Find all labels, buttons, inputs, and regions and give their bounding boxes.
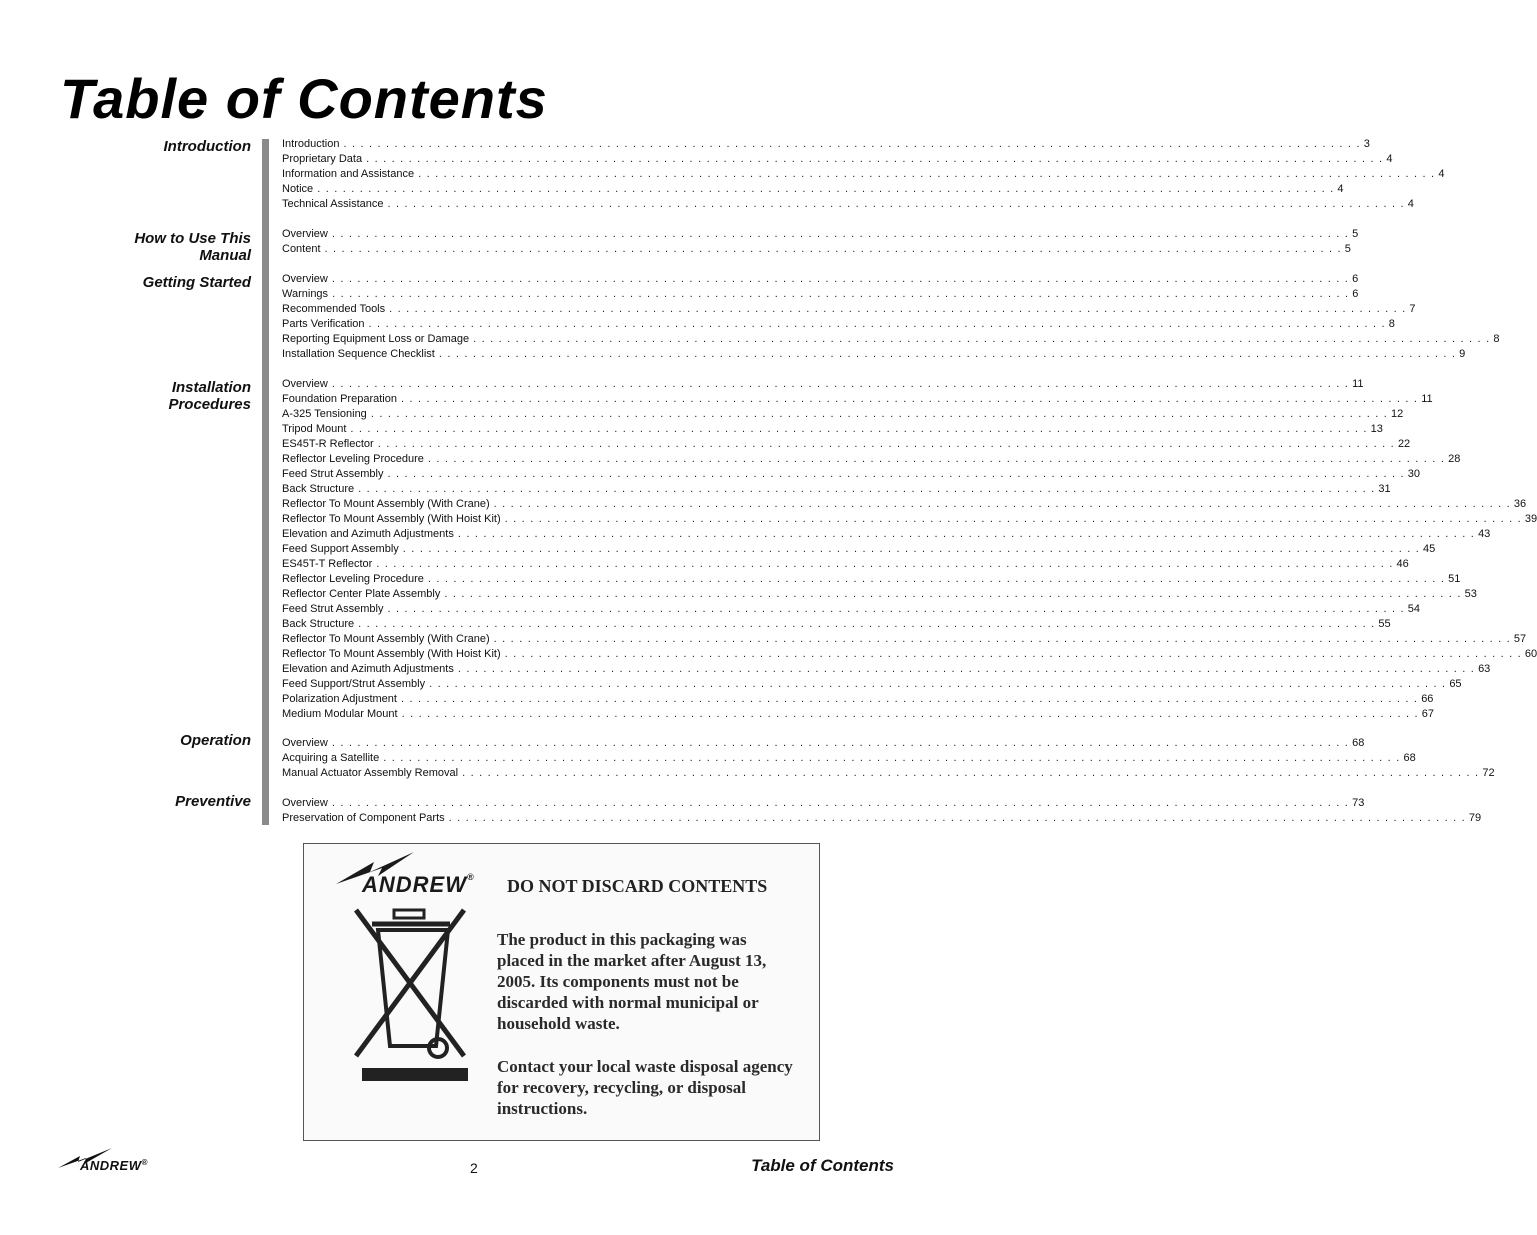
toc-group-installation [282, 377, 1537, 722]
toc-entry-page: 79 [1468, 812, 1482, 824]
notice-paragraph: The product in this packaging was placed in the market after August 13, 2005. Its components must not be discarded with normal municipal or household waste. [497, 930, 767, 1033]
vertical-rule [262, 139, 269, 825]
toc-entry [282, 137, 1370, 152]
toc-entry [282, 437, 1411, 452]
toc-entry-page: 8 [1388, 318, 1395, 330]
toc-leader-dots: . . . . . . . . . . . . . . . . . . . . . . . . . . . . . . . . . . . . . . . . . . . . . . . . . . . . . . . . . . . . . . . . . . . . . . . . . . . . . . . . . . . . . . . . . . . . . . . . . . . . . . . . . . . . . . . . . . . . . . . . [343, 138, 1361, 150]
toc-entry-page: 68 [1352, 737, 1365, 749]
toc-leader-dots: . . . . . . . . . . . . . . . . . . . . . . . . . . . . . . . . . . . . . . . . . . . . . . . . . . . . . . . . . . . . . . . . . . . . . . . . . . . . . . . . . . . . . . . . . . . . . . . . . . . . . . . . . . . . . . . . . . . . . . . . [493, 498, 1511, 510]
toc-entry-title: A-325 Tensioning [282, 408, 367, 420]
toc-leader-dots: . . . . . . . . . . . . . . . . . . . . . . . . . . . . . . . . . . . . . . . . . . . . . . . . . . . . . . . . . . . . . . . . . . . . . . . . . . . . . . . . . . . . . . . . . . . . . . . . . . . . . . . . . . . . . . . . . . . . . . . . [377, 438, 1395, 450]
toc-entry [282, 796, 1365, 811]
toc-entry [282, 242, 1351, 257]
toc-entry [282, 152, 1393, 167]
toc-leader-dots: . . . . . . . . . . . . . . . . . . . . . . . . . . . . . . . . . . . . . . . . . . . . . . . . . . . . . . . . . . . . . . . . . . . . . . . . . . . . . . . . . . . . . . . . . . . . . . . . . . . . . . . . . . . . . . . . . . . . . . . . [400, 393, 1419, 405]
toc-entry-page: 4 [1438, 168, 1445, 180]
toc-entry-title: Feed Support/Strut Assembly [282, 678, 426, 690]
toc-entry-page: 4 [1407, 198, 1414, 210]
toc-leader-dots: . . . . . . . . . . . . . . . . . . . . . . . . . . . . . . . . . . . . . . . . . . . . . . . . . . . . . . . . . . . . . . . . . . . . . . . . . . . . . . . . . . . . . . . . . . . . . . . . . . . . . . . . . . . . . . . . . . . . . . . . [400, 693, 1419, 705]
toc-entry [282, 407, 1404, 422]
toc-entry-title: Introduction [282, 138, 340, 150]
toc-entry-title: Notice [282, 183, 314, 195]
toc-leader-dots: . . . . . . . . . . . . . . . . . . . . . . . . . . . . . . . . . . . . . . . . . . . . . . . . . . . . . . . . . . . . . . . . . . . . . . . . . . . . . . . . . . . . . . . . . . . . . . . . . . . . . . . . . . . . . . . . . . . . . . . . [331, 228, 1350, 240]
toc-group-introduction [282, 137, 1445, 212]
section-heading-operation: Operation [180, 732, 251, 749]
toc-entry-title: ES45T-T Reflector [282, 558, 373, 570]
toc-leader-dots: . . . . . . . . . . . . . . . . . . . . . . . . . . . . . . . . . . . . . . . . . . . . . . . . . . . . . . . . . . . . . . . . . . . . . . . . . . . . . . . . . . . . . . . . . . . . . . . . . . . . . . . . . . . . . . . . . . . . . . . . [358, 618, 1376, 630]
toc-entry-page: 5 [1352, 228, 1359, 240]
toc-entry-title: Information and Assistance [282, 168, 415, 180]
toc-entry-title: Warnings [282, 288, 329, 300]
bin-underline-bar [362, 1068, 468, 1081]
toc-entry-title: Recommended Tools [282, 303, 386, 315]
toc-entry-title: Tripod Mount [282, 423, 347, 435]
section-heading-installation [51, 379, 251, 413]
toc-entry [282, 197, 1414, 212]
toc-group-how-to-use [282, 227, 1359, 257]
toc-entry-title: Overview [282, 273, 328, 285]
toc-leader-dots: . . . . . . . . . . . . . . . . . . . . . . . . . . . . . . . . . . . . . . . . . . . . . . . . . . . . . . . . . . . . . . . . . . . . . . . . . . . . . . . . . . . . . . . . . . . . . . . . . . . . . . . . . . . . . . . . . . . . . . . . [493, 633, 1511, 645]
toc-entry [282, 497, 1527, 512]
toc-entry-title: Manual Actuator Assembly Removal [282, 767, 459, 779]
toc-entry-page: 60 [1524, 648, 1537, 660]
toc-leader-dots: . . . . . . . . . . . . . . . . . . . . . . . . . . . . . . . . . . . . . . . . . . . . . . . . . . . . . . . . . . . . . . . . . . . . . . . . . . . . . . . . . . . . . . . . . . . . . . . . . . . . . . . . . . . . . . . . . . . . . . . . [331, 797, 1350, 809]
toc-entry-page: 72 [1482, 767, 1495, 779]
toc-entry-title: Proprietary Data [282, 153, 363, 165]
toc-entry-title: Reflector To Mount Assembly (With Hoist Kit) [282, 648, 501, 660]
toc-entry [282, 617, 1391, 632]
toc-entry-title: Overview [282, 797, 328, 809]
toc-entry-page: 9 [1459, 348, 1466, 360]
toc-leader-dots: . . . . . . . . . . . . . . . . . . . . . . . . . . . . . . . . . . . . . . . . . . . . . . . . . . . . . . . . . . . . . . . . . . . . . . . . . . . . . . . . . . . . . . . . . . . . . . . . . . . . . . . . . . . . . . . . . . . . . . . . [473, 333, 1491, 345]
toc-entry [282, 527, 1491, 542]
toc-leader-dots: . . . . . . . . . . . . . . . . . . . . . . . . . . . . . . . . . . . . . . . . . . . . . . . . . . . . . . . . . . . . . . . . . . . . . . . . . . . . . . . . . . . . . . . . . . . . . . . . . . . . . . . . . . . . . . . . . . . . . . . . [504, 648, 1522, 660]
toc-leader-dots: . . . . . . . . . . . . . . . . . . . . . . . . . . . . . . . . . . . . . . . . . . . . . . . . . . . . . . . . . . . . . . . . . . . . . . . . . . . . . . . . . . . . . . . . . . . . . . . . . . . . . . . . . . . . . . . . . . . . . . . . [448, 812, 1466, 824]
toc-entry-title: Foundation Preparation [282, 393, 397, 405]
toc-leader-dots: . . . . . . . . . . . . . . . . . . . . . . . . . . . . . . . . . . . . . . . . . . . . . . . . . . . . . . . . . . . . . . . . . . . . . . . . . . . . . . . . . . . . . . . . . . . . . . . . . . . . . . . . . . . . . . . . . . . . . . . . [331, 378, 1350, 390]
toc-leader-dots: . . . . . . . . . . . . . . . . . . . . . . . . . . . . . . . . . . . . . . . . . . . . . . . . . . . . . . . . . . . . . . . . . . . . . . . . . . . . . . . . . . . . . . . . . . . . . . . . . . . . . . . . . . . . . . . . . . . . . . . . [383, 752, 1401, 764]
toc-entry [282, 677, 1462, 692]
toc-entry-title: Reflector To Mount Assembly (With Hoist Kit) [282, 513, 501, 525]
toc-entry [282, 287, 1359, 302]
toc-leader-dots: . . . . . . . . . . . . . . . . . . . . . . . . . . . . . . . . . . . . . . . . . . . . . . . . . . . . . . . . . . . . . . . . . . . . . . . . . . . . . . . . . . . . . . . . . . . . . . . . . . . . . . . . . . . . . . . . . . . . . . . . [331, 737, 1350, 749]
toc-entry [282, 692, 1434, 707]
toc-leader-dots: . . . . . . . . . . . . . . . . . . . . . . . . . . . . . . . . . . . . . . . . . . . . . . . . . . . . . . . . . . . . . . . . . . . . . . . . . . . . . . . . . . . . . . . . . . . . . . . . . . . . . . . . . . . . . . . . . . . . . . . . [504, 513, 1522, 525]
toc-entry-page: 30 [1407, 468, 1420, 480]
toc-entry [282, 512, 1537, 527]
toc-entry [282, 557, 1409, 572]
toc-entry [282, 602, 1420, 617]
toc-entry-title: Feed Strut Assembly [282, 468, 384, 480]
toc-leader-dots: . . . . . . . . . . . . . . . . . . . . . . . . . . . . . . . . . . . . . . . . . . . . . . . . . . . . . . . . . . . . . . . . . . . . . . . . . . . . . . . . . . . . . . . . . . . . . . . . . . . . . . . . . . . . . . . . . . . . . . . . [366, 153, 1384, 165]
toc-entry-title: Preservation of Component Parts [282, 812, 445, 824]
toc-entry-page: 6 [1352, 273, 1359, 285]
toc-entry [282, 707, 1435, 722]
toc-entry [282, 302, 1416, 317]
toc-entry-title: Overview [282, 228, 328, 240]
toc-entry-page: 45 [1423, 543, 1436, 555]
toc-entry [282, 317, 1395, 332]
footer-title: Table of Contents [751, 1156, 894, 1175]
toc-entry [282, 482, 1391, 497]
toc-leader-dots: . . . . . . . . . . . . . . . . . . . . . . . . . . . . . . . . . . . . . . . . . . . . . . . . . . . . . . . . . . . . . . . . . . . . . . . . . . . . . . . . . . . . . . . . . . . . . . . . . . . . . . . . . . . . . . . . . . . . . . . . [427, 453, 1446, 465]
toc-entry-title: Parts Verification [282, 318, 365, 330]
toc-entry-title: Feed Strut Assembly [282, 603, 384, 615]
toc-leader-dots: . . . . . . . . . . . . . . . . . . . . . . . . . . . . . . . . . . . . . . . . . . . . . . . . . . . . . . . . . . . . . . . . . . . . . . . . . . . . . . . . . . . . . . . . . . . . . . . . . . . . . . . . . . . . . . . . . . . . . . . . [370, 408, 1389, 420]
toc-leader-dots: . . . . . . . . . . . . . . . . . . . . . . . . . . . . . . . . . . . . . . . . . . . . . . . . . . . . . . . . . . . . . . . . . . . . . . . . . . . . . . . . . . . . . . . . . . . . . . . . . . . . . . . . . . . . . . . . . . . . . . . . [418, 168, 1436, 180]
toc-entry-title: Feed Support Assembly [282, 543, 399, 555]
toc-leader-dots: . . . . . . . . . . . . . . . . . . . . . . . . . . . . . . . . . . . . . . . . . . . . . . . . . . . . . . . . . . . . . . . . . . . . . . . . . . . . . . . . . . . . . . . . . . . . . . . . . . . . . . . . . . . . . . . . . . . . . . . . [401, 708, 1419, 720]
toc-leader-dots: . . . . . . . . . . . . . . . . . . . . . . . . . . . . . . . . . . . . . . . . . . . . . . . . . . . . . . . . . . . . . . . . . . . . . . . . . . . . . . . . . . . . . . . . . . . . . . . . . . . . . . . . . . . . . . . . . . . . . . . . [457, 528, 1476, 540]
toc-entry [282, 377, 1364, 392]
toc-entry [282, 467, 1420, 482]
toc-entry-page: 65 [1449, 678, 1462, 690]
toc-entry [282, 452, 1461, 467]
toc-entry-page: 11 [1421, 393, 1433, 405]
toc-leader-dots: . . . . . . . . . . . . . . . . . . . . . . . . . . . . . . . . . . . . . . . . . . . . . . . . . . . . . . . . . . . . . . . . . . . . . . . . . . . . . . . . . . . . . . . . . . . . . . . . . . . . . . . . . . . . . . . . . . . . . . . . [358, 483, 1376, 495]
toc-leader-dots: . . . . . . . . . . . . . . . . . . . . . . . . . . . . . . . . . . . . . . . . . . . . . . . . . . . . . . . . . . . . . . . . . . . . . . . . . . . . . . . . . . . . . . . . . . . . . . . . . . . . . . . . . . . . . . . . . . . . . . . . [368, 318, 1386, 330]
toc-leader-dots: . . . . . . . . . . . . . . . . . . . . . . . . . . . . . . . . . . . . . . . . . . . . . . . . . . . . . . . . . . . . . . . . . . . . . . . . . . . . . . . . . . . . . . . . . . . . . . . . . . . . . . . . . . . . . . . . . . . . . . . . [376, 558, 1394, 570]
notice-brand [362, 872, 475, 898]
toc-leader-dots: . . . . . . . . . . . . . . . . . . . . . . . . . . . . . . . . . . . . . . . . . . . . . . . . . . . . . . . . . . . . . . . . . . . . . . . . . . . . . . . . . . . . . . . . . . . . . . . . . . . . . . . . . . . . . . . . . . . . . . . . [324, 243, 1342, 255]
section-heading-getting-started: Getting Started [142, 274, 251, 291]
toc-entry-title: Medium Modular Mount [282, 708, 398, 720]
toc-entry [282, 392, 1433, 407]
toc-leader-dots: . . . . . . . . . . . . . . . . . . . . . . . . . . . . . . . . . . . . . . . . . . . . . . . . . . . . . . . . . . . . . . . . . . . . . . . . . . . . . . . . . . . . . . . . . . . . . . . . . . . . . . . . . . . . . . . . . . . . . . . . [332, 288, 1350, 300]
toc-entry-page: 73 [1352, 797, 1365, 809]
registered-mark: ® [467, 872, 475, 882]
toc-entry-page: 66 [1421, 693, 1434, 705]
toc-entry [282, 542, 1436, 557]
toc-entry-title: Elevation and Azimuth Adjustments [282, 528, 454, 540]
section-heading-line: Installation [171, 379, 251, 396]
toc-entry [282, 572, 1461, 587]
toc-entry-page: 46 [1396, 558, 1409, 570]
toc-entry-page: 11 [1352, 378, 1364, 390]
page-number: 2 [470, 1160, 478, 1176]
toc-leader-dots: . . . . . . . . . . . . . . . . . . . . . . . . . . . . . . . . . . . . . . . . . . . . . . . . . . . . . . . . . . . . . . . . . . . . . . . . . . . . . . . . . . . . . . . . . . . . . . . . . . . . . . . . . . . . . . . . . . . . . . . . [402, 543, 1421, 555]
toc-entry-page: 3 [1363, 138, 1370, 150]
toc-entry-title: ES45T-R Reflector [282, 438, 374, 450]
toc-entry-title: Back Structure [282, 618, 355, 630]
toc-leader-dots: . . . . . . . . . . . . . . . . . . . . . . . . . . . . . . . . . . . . . . . . . . . . . . . . . . . . . . . . . . . . . . . . . . . . . . . . . . . . . . . . . . . . . . . . . . . . . . . . . . . . . . . . . . . . . . . . . . . . . . . . [387, 198, 1405, 210]
toc-group-preventive [282, 796, 1482, 826]
notice-paragraph: Contact your local waste disposal agency for recovery, recycling, or disposal instructions. [497, 1057, 793, 1118]
toc-entry [282, 751, 1416, 766]
toc-entry [282, 662, 1491, 677]
toc-entry-title: Acquiring a Satellite [282, 752, 380, 764]
toc-entry-title: Overview [282, 378, 328, 390]
toc-entry-page: 4 [1337, 183, 1344, 195]
notice-brand-text: ANDREW [362, 872, 467, 897]
toc-entry-page: 12 [1391, 408, 1404, 420]
disposal-notice [303, 843, 820, 1141]
section-heading-how-to-use [51, 230, 251, 264]
section-heading-line: How to Use This [134, 230, 251, 247]
toc-entry-title: Content [282, 243, 321, 255]
toc-entry [282, 736, 1365, 751]
toc-entry-title: Reflector To Mount Assembly (With Crane) [282, 633, 490, 645]
toc-entry-page: 5 [1344, 243, 1351, 255]
toc-entry [282, 182, 1344, 197]
toc-leader-dots: . . . . . . . . . . . . . . . . . . . . . . . . . . . . . . . . . . . . . . . . . . . . . . . . . . . . . . . . . . . . . . . . . . . . . . . . . . . . . . . . . . . . . . . . . . . . . . . . . . . . . . . . . . . . . . . . . . . . . . . . [389, 303, 1407, 315]
toc-entry-page: 51 [1448, 573, 1461, 585]
toc-entry [282, 766, 1495, 781]
toc-entry-title: Reflector Leveling Procedure [282, 453, 424, 465]
toc-entry-page: 13 [1370, 423, 1383, 435]
toc-entry-page: 54 [1407, 603, 1420, 615]
toc-entry-title: Elevation and Azimuth Adjustments [282, 663, 454, 675]
toc-entry [282, 587, 1477, 602]
toc-entry-page: 36 [1513, 498, 1527, 510]
toc-entry-page: 57 [1513, 633, 1527, 645]
toc-entry-page: 55 [1378, 618, 1391, 630]
toc-entry-title: Reflector To Mount Assembly (With Crane) [282, 498, 490, 510]
toc-entry-title: Back Structure [282, 483, 355, 495]
toc-entry-page: 22 [1397, 438, 1411, 450]
toc-leader-dots: . . . . . . . . . . . . . . . . . . . . . . . . . . . . . . . . . . . . . . . . . . . . . . . . . . . . . . . . . . . . . . . . . . . . . . . . . . . . . . . . . . . . . . . . . . . . . . . . . . . . . . . . . . . . . . . . . . . . . . . . [387, 603, 1405, 615]
toc-entry-page: 4 [1386, 153, 1393, 165]
toc-entry [282, 422, 1383, 437]
footer-logo [80, 1158, 148, 1173]
toc-leader-dots: . . . . . . . . . . . . . . . . . . . . . . . . . . . . . . . . . . . . . . . . . . . . . . . . . . . . . . . . . . . . . . . . . . . . . . . . . . . . . . . . . . . . . . . . . . . . . . . . . . . . . . . . . . . . . . . . . . . . . . . . [317, 183, 1335, 195]
toc-entry [282, 332, 1500, 347]
toc-leader-dots: . . . . . . . . . . . . . . . . . . . . . . . . . . . . . . . . . . . . . . . . . . . . . . . . . . . . . . . . . . . . . . . . . . . . . . . . . . . . . . . . . . . . . . . . . . . . . . . . . . . . . . . . . . . . . . . . . . . . . . . . [457, 663, 1476, 675]
page-title: Table of Contents [60, 67, 548, 130]
toc-entry [282, 167, 1445, 182]
toc-group-getting-started [282, 272, 1500, 362]
toc-leader-dots: . . . . . . . . . . . . . . . . . . . . . . . . . . . . . . . . . . . . . . . . . . . . . . . . . . . . . . . . . . . . . . . . . . . . . . . . . . . . . . . . . . . . . . . . . . . . . . . . . . . . . . . . . . . . . . . . . . . . . . . . [427, 573, 1446, 585]
toc-entry-page: 7 [1409, 303, 1416, 315]
toc-entry [282, 647, 1537, 662]
toc-entry-title: Reflector Center Plate Assembly [282, 588, 441, 600]
toc-leader-dots: . . . . . . . . . . . . . . . . . . . . . . . . . . . . . . . . . . . . . . . . . . . . . . . . . . . . . . . . . . . . . . . . . . . . . . . . . . . . . . . . . . . . . . . . . . . . . . . . . . . . . . . . . . . . . . . . . . . . . . . . [331, 273, 1350, 285]
toc-entry-title: Polarization Adjustment [282, 693, 397, 705]
toc-entry-title: Overview [282, 737, 328, 749]
section-heading-line: Manual [199, 247, 251, 264]
toc-leader-dots: . . . . . . . . . . . . . . . . . . . . . . . . . . . . . . . . . . . . . . . . . . . . . . . . . . . . . . . . . . . . . . . . . . . . . . . . . . . . . . . . . . . . . . . . . . . . . . . . . . . . . . . . . . . . . . . . . . . . . . . . [387, 468, 1405, 480]
toc-group-operation [282, 736, 1495, 781]
toc-leader-dots: . . . . . . . . . . . . . . . . . . . . . . . . . . . . . . . . . . . . . . . . . . . . . . . . . . . . . . . . . . . . . . . . . . . . . . . . . . . . . . . . . . . . . . . . . . . . . . . . . . . . . . . . . . . . . . . . . . . . . . . . [444, 588, 1462, 600]
notice-heading: DO NOT DISCARD CONTENTS [507, 876, 768, 896]
toc-leader-dots: . . . . . . . . . . . . . . . . . . . . . . . . . . . . . . . . . . . . . . . . . . . . . . . . . . . . . . . . . . . . . . . . . . . . . . . . . . . . . . . . . . . . . . . . . . . . . . . . . . . . . . . . . . . . . . . . . . . . . . . . [438, 348, 1457, 360]
toc-entry-page: 39 [1524, 513, 1537, 525]
toc-leader-dots: . . . . . . . . . . . . . . . . . . . . . . . . . . . . . . . . . . . . . . . . . . . . . . . . . . . . . . . . . . . . . . . . . . . . . . . . . . . . . . . . . . . . . . . . . . . . . . . . . . . . . . . . . . . . . . . . . . . . . . . . [350, 423, 1368, 435]
toc-entry-page: 6 [1352, 288, 1359, 300]
toc-entry-page: 31 [1378, 483, 1391, 495]
toc-entry-page: 43 [1478, 528, 1491, 540]
toc-entry [282, 272, 1359, 287]
footer-logo-text: ANDREW [80, 1158, 142, 1173]
toc-leader-dots: . . . . . . . . . . . . . . . . . . . . . . . . . . . . . . . . . . . . . . . . . . . . . . . . . . . . . . . . . . . . . . . . . . . . . . . . . . . . . . . . . . . . . . . . . . . . . . . . . . . . . . . . . . . . . . . . . . . . . . . . [429, 678, 1447, 690]
toc-entry-title: Installation Sequence Checklist [282, 348, 435, 360]
section-heading-line: Procedures [168, 396, 251, 413]
toc-entry-page: 53 [1464, 588, 1477, 600]
toc-entry [282, 227, 1359, 242]
toc-entry-page: 67 [1421, 708, 1435, 720]
toc-entry-page: 68 [1403, 752, 1416, 764]
section-heading-introduction: Introduction [163, 138, 251, 155]
toc-entry-title: Reporting Equipment Loss or Damage [282, 333, 470, 345]
toc-leader-dots: . . . . . . . . . . . . . . . . . . . . . . . . . . . . . . . . . . . . . . . . . . . . . . . . . . . . . . . . . . . . . . . . . . . . . . . . . . . . . . . . . . . . . . . . . . . . . . . . . . . . . . . . . . . . . . . . . . . . . . . . [462, 767, 1480, 779]
crossed-out-wheelie-bin-icon [350, 906, 470, 1066]
toc-entry [282, 347, 1466, 362]
toc-entry [282, 811, 1482, 826]
toc-entry-page: 8 [1493, 333, 1500, 345]
toc-entry [282, 632, 1527, 647]
toc-entry-title: Technical Assistance [282, 198, 384, 210]
toc-entry-title: Reflector Leveling Procedure [282, 573, 424, 585]
registered-mark: ® [141, 1158, 148, 1167]
toc-entry-page: 63 [1478, 663, 1491, 675]
section-heading-preventive: Preventive [175, 793, 251, 810]
toc-entry-page: 28 [1448, 453, 1461, 465]
